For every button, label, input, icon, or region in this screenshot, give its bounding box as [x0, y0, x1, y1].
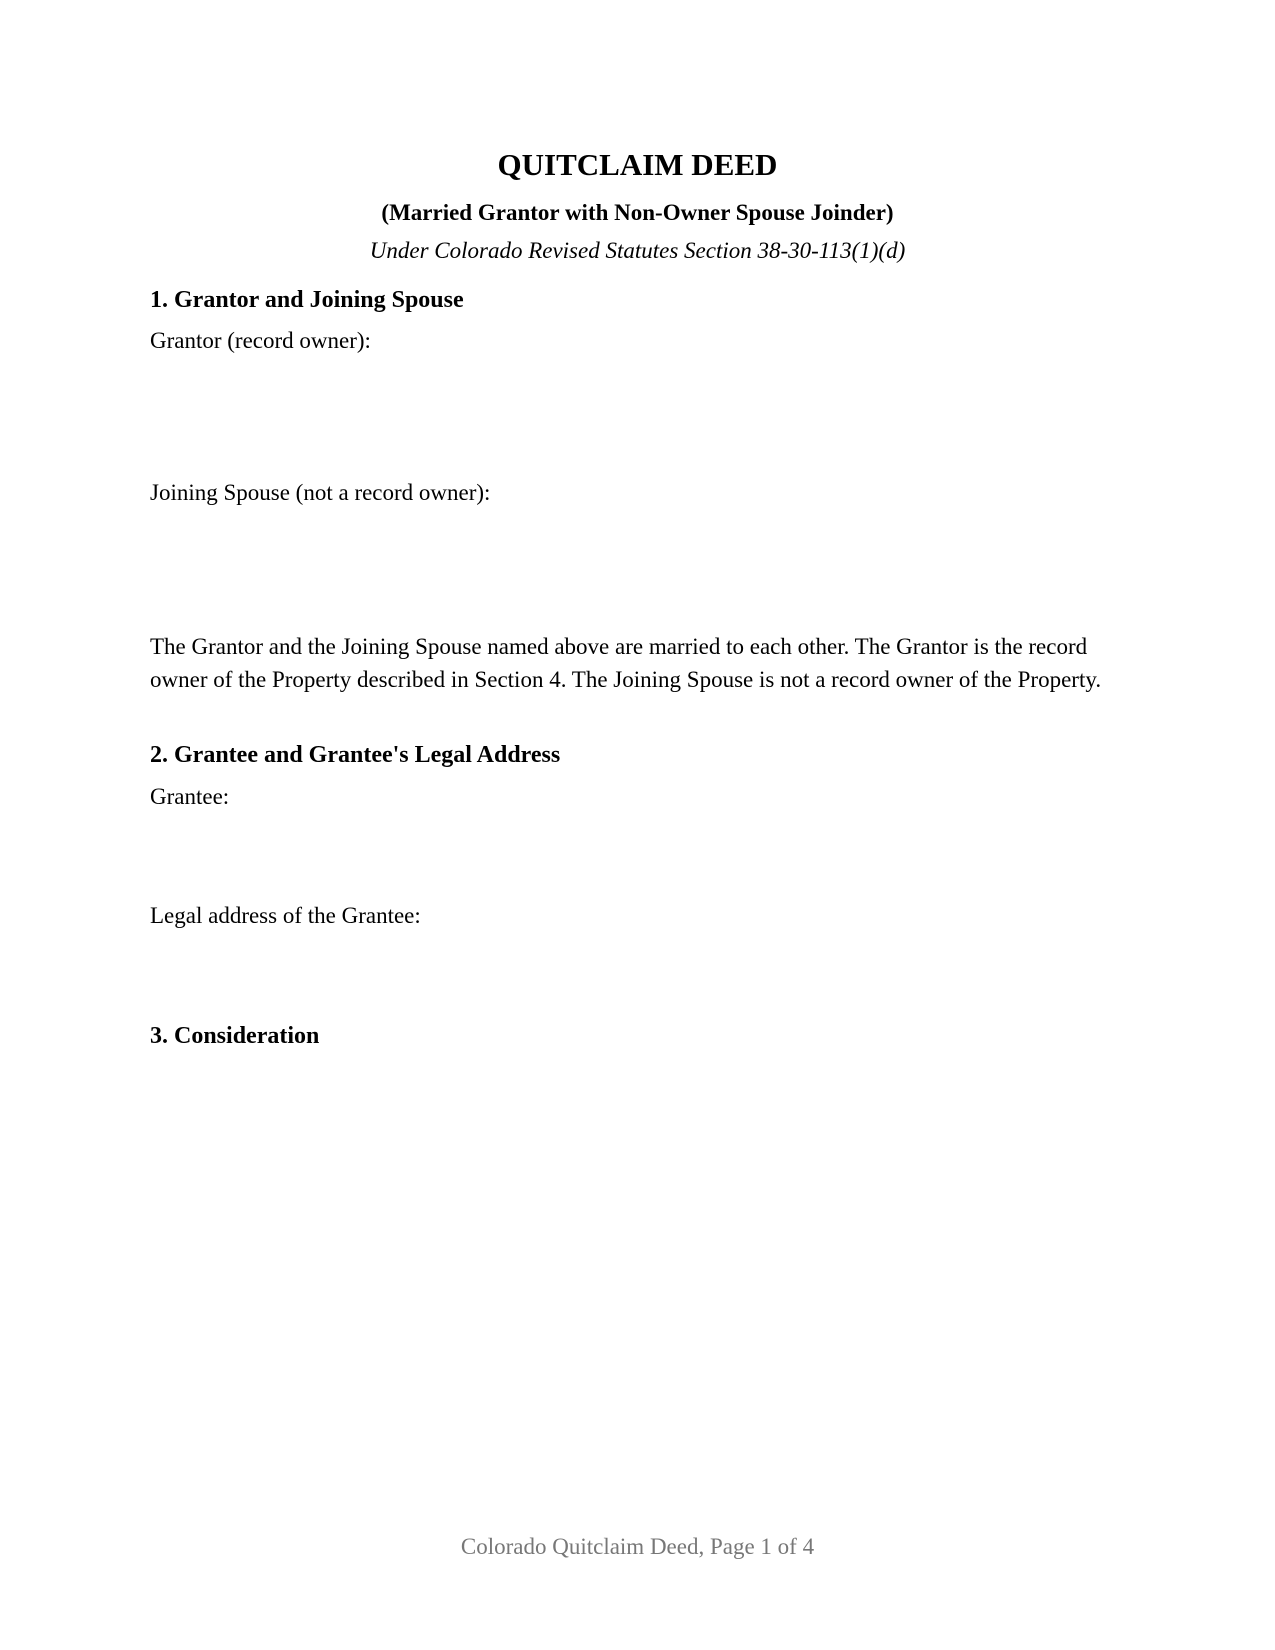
page-footer: Colorado Quitclaim Deed, Page 1 of 4 [460, 1534, 815, 1559]
grantee-address-label: Legal address of the Grantee: [150, 903, 421, 928]
document-title: QUITCLAIM DEED [497, 147, 778, 182]
grantee-label: Grantee: [150, 784, 230, 809]
section-3-heading: 3. Consideration [150, 1023, 320, 1049]
statute-reference: Under Colorado Revised Statutes Section 38-30-113(1)(d) [369, 238, 906, 263]
section-1-heading: 1. Grantor and Joining Spouse [150, 287, 464, 313]
marital-statement-paragraph: The Grantor and the Joining Spouse named above are married to each other. The Grantor is the record owner of the Property described in Section 4. The Joining Spouse is not a record owner of the Property. [150, 634, 1102, 692]
document-subtitle: (Married Grantor with Non-Owner Spouse Joinder) [381, 200, 894, 225]
grantor-label: Grantor (record owner): [150, 328, 371, 353]
joining-spouse-label: Joining Spouse (not a record owner): [150, 480, 491, 505]
section-2-heading: 2. Grantee and Grantee's Legal Address [150, 742, 561, 768]
